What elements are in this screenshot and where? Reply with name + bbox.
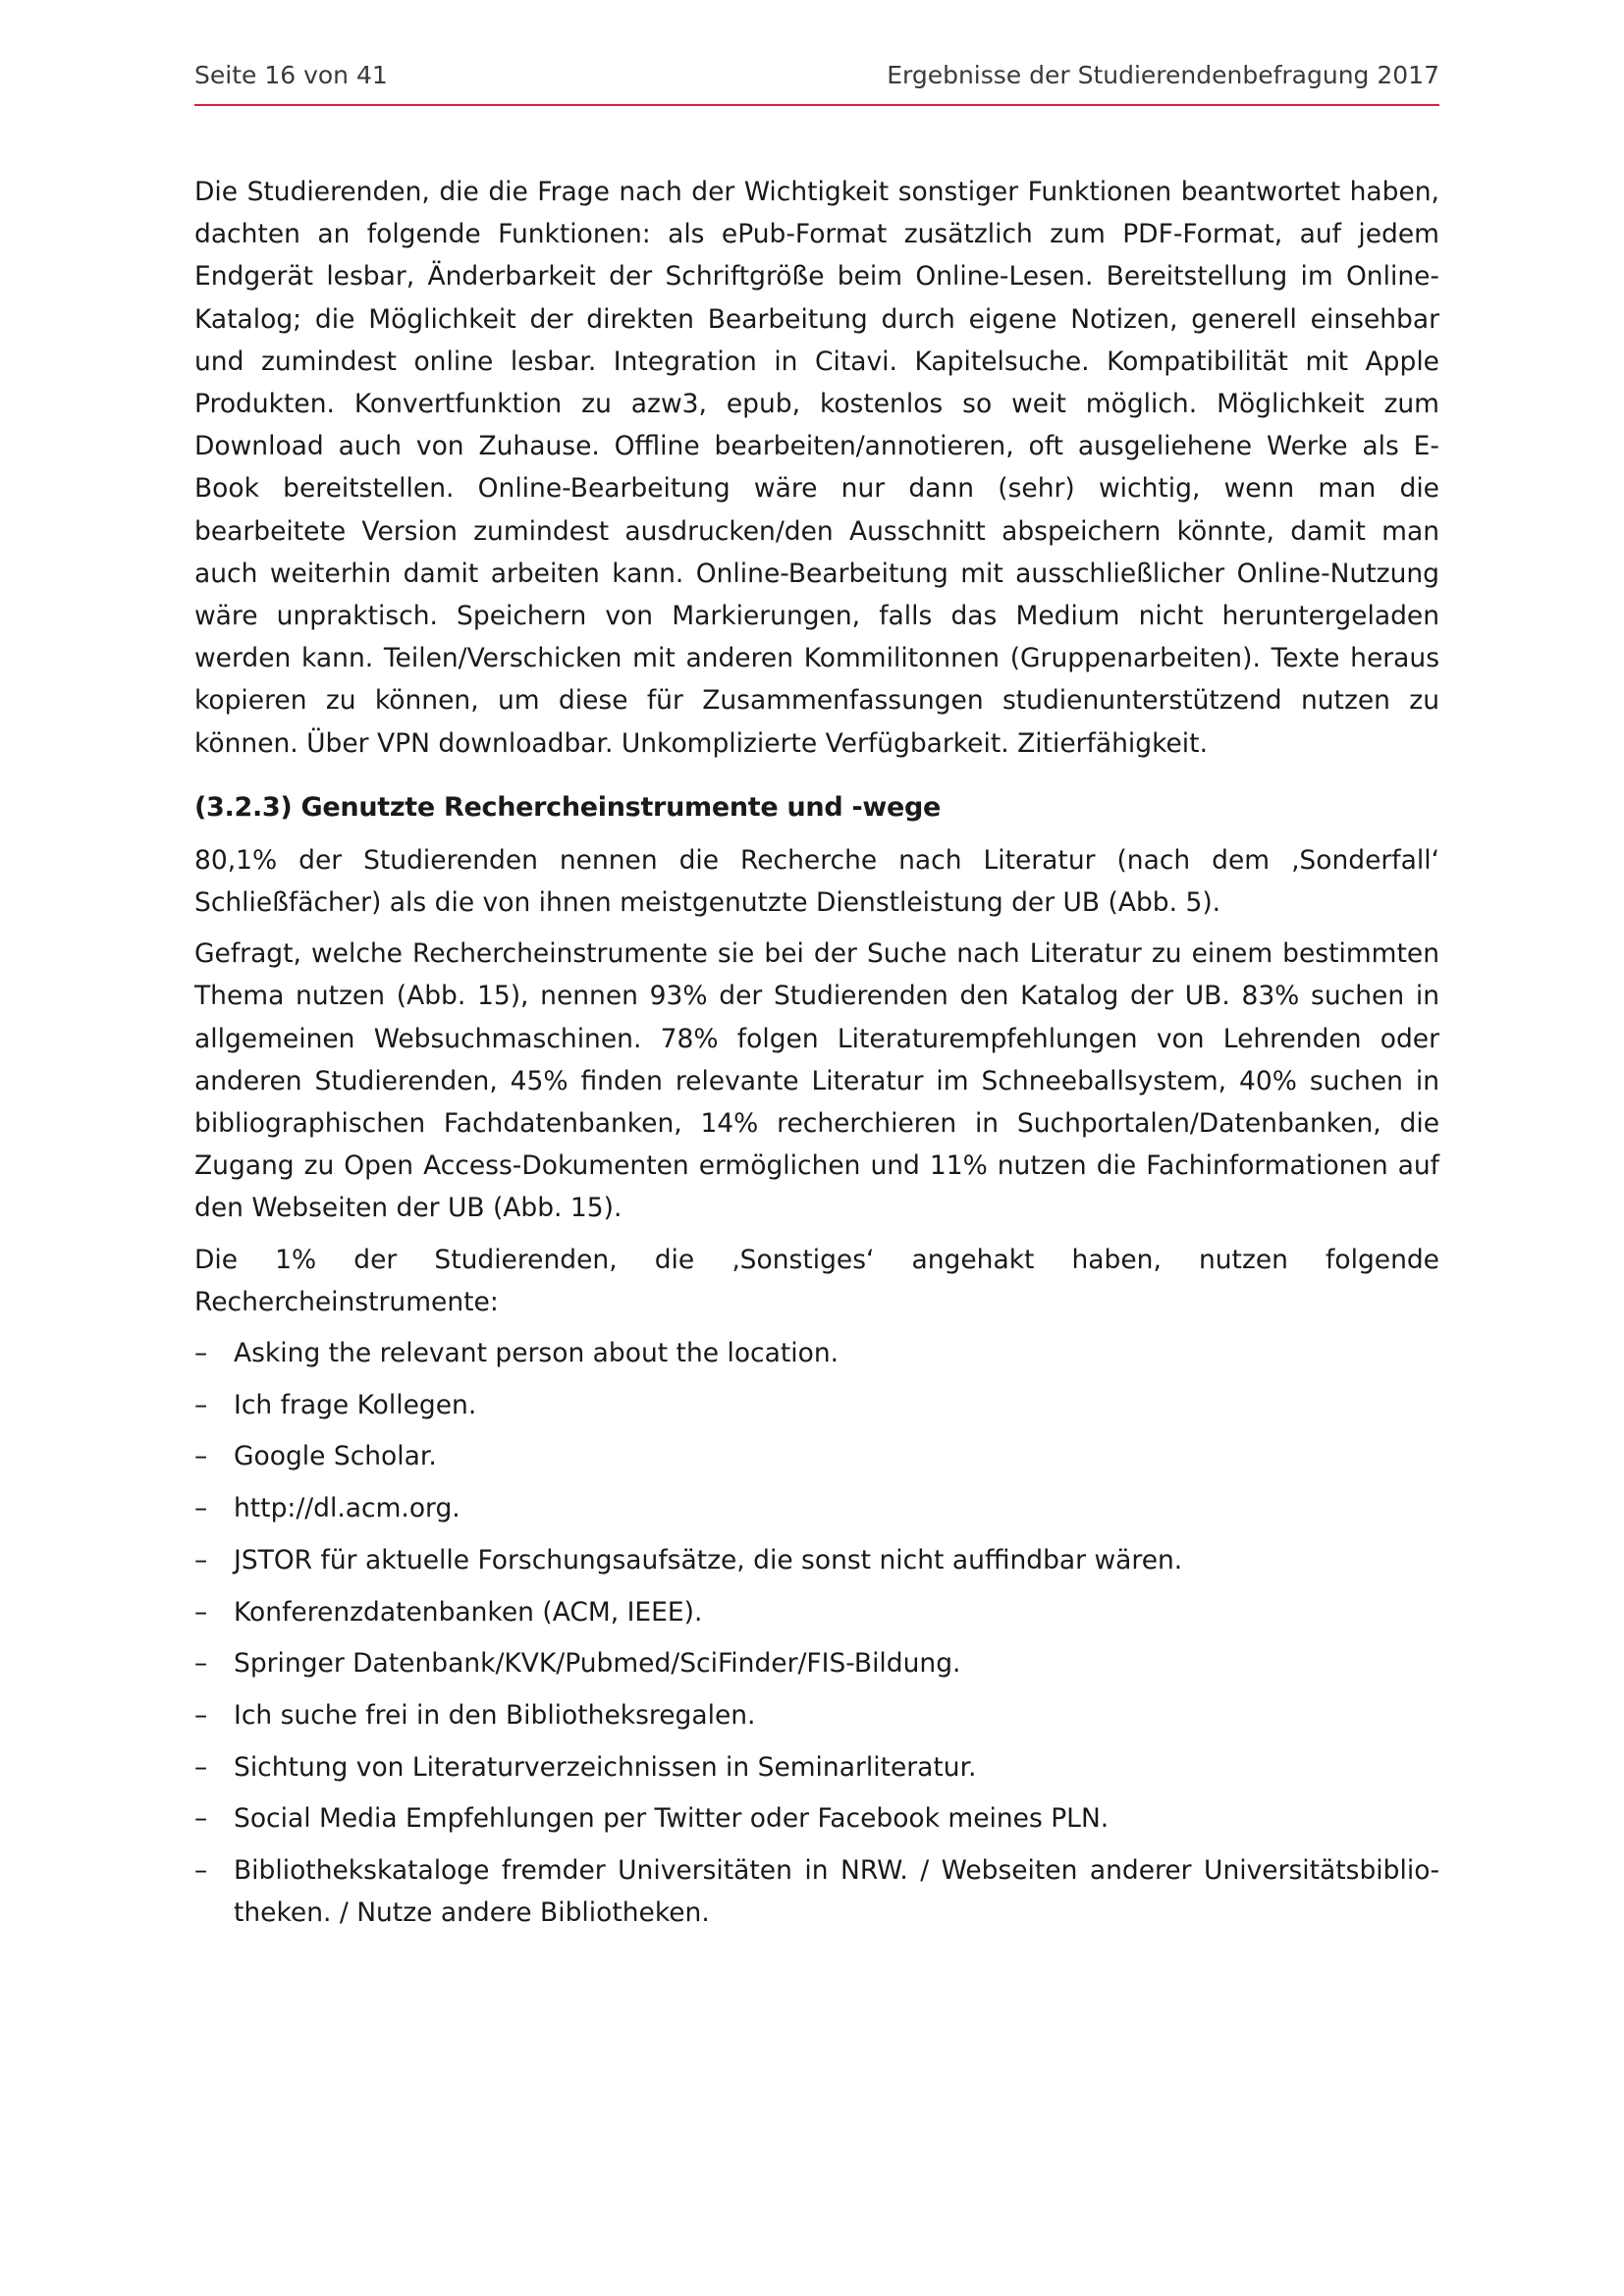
list-item: – Sichtung von Literaturverzeichnissen in Seminarliteratur. [194,1746,1439,1789]
document-title: Ergebnisse der Studierendenbefragung 2017 [887,61,1439,89]
list-item: – Konferenzdatenbanken (ACM, IEEE). [194,1591,1439,1633]
list-item: – JSTOR für aktuelle Forschungsaufsätze, die sonst nicht auffindbar wären. [194,1539,1439,1581]
paragraph-research-instruments: Gefragt, welche Rechercheinstrumente sie bei der Suche nach Literatur zu einem bestimmten Thema nutzen (Abb. 15), nennen 93% der Studierenden den Katalog der UB. 83% suchen in allgemeinen Websuchmaschinen. 78% folgen Literaturempfehlungen von Lehrenden oder anderen Studierenden, 45% finden relevante Literatur im Schneeballsystem, 40% suchen in bibliographischen Fachdatenbanken, 14% recherchieren in Suchportalen/Datenbanken, die Zugang zu Open Access-Dokumenten ermöglichen und 11% nutzen die Fachinformationen auf den Webseiten der UB (Abb. 15). [194,938,1439,1224]
other-instruments-list [194,1332,1439,1934]
list-item: – Ich frage Kollegen. [194,1384,1439,1426]
list-item: – Asking the relevant person about the location. [194,1332,1439,1374]
document-body [194,171,1439,1944]
intro-paragraph: Die Studierenden, die die Frage nach der Wichtigkeit sonstiger Funktionen beantwortet haben, dachten an folgende Funktionen: als ePub-Format zusätzlich zum PDF-Format, auf jedem Endgerät lesbar, Änderbarkeit der Schriftgröße beim Online-Lesen. Bereitstellung im Online-Katalog; die Möglichkeit der direkten Bearbeitung durch eigene Notizen, generell einsehbar und zumindest online lesbar. Integration in Citavi. Kapitelsuche. Kompatibilität mit Apple Produkten. Konvertfunktion zu azw3, epub, kostenlos so weit möglich. Möglichkeit zum Download auch von Zuhause. Offline bearbeiten/annotieren, oft ausgeliehene Werke als E-Book bereitstellen. Online-Bearbeitung wäre nur dann (sehr) wichtig, wenn man die bearbeitete Version zumindest ausdrucken/den Ausschnitt abspeichern könnte, damit man auch weiterhin damit arbeiten kann. Online-Bearbeitung mit ausschließlicher Online-Nutzung wäre unpraktisch. Speichern von Markierungen, falls das Medium nicht heruntergeladen werden kann. Teilen/Verschicken mit anderen Kommilitonnen (Gruppenarbeiten). Texte heraus kopieren zu können, um diese für Zusammenfassungen studienunterstützend nutzen zu können. Über VPN downloadbar. Unkomplizierte Verfügbarkeit. Zitierfähigkeit. [194,177,1439,759]
list-item: – Bibliothekskataloge fremder Universitäten in NRW. / Webseiten anderer Universitätsbibliotheken. / Nutze andere Bibliotheken. [194,1849,1439,1934]
list-item: – Social Media Empfehlungen per Twitter oder Facebook meines PLN. [194,1797,1439,1840]
list-item: – Google Scholar. [194,1435,1439,1477]
page-number: Seite 16 von 41 [194,61,388,89]
list-item: – http://dl.acm.org. [194,1487,1439,1529]
paragraph-research-usage: 80,1% der Studierenden nennen die Recherche nach Literatur (nach dem ‚Sonderfall‘ Schließfächer) als die von ihnen meistgenutzte Dienstleistung der UB (Abb. 5). [194,844,1439,919]
paragraph-other-instruments: Die 1% der Studierenden, die ‚Sonstiges‘ angehakt haben, nutzen folgende Rechercheinstrumente: [194,1244,1439,1317]
list-item: – Ich suche frei in den Bibliotheksregalen. [194,1694,1439,1736]
list-item: – Springer Datenbank/KVK/Pubmed/SciFinder/FIS-Bildung. [194,1642,1439,1684]
page-header [194,59,1439,106]
section-heading: (3.2.3) Genutzte Rechercheinstrumente und -wege [194,791,942,823]
